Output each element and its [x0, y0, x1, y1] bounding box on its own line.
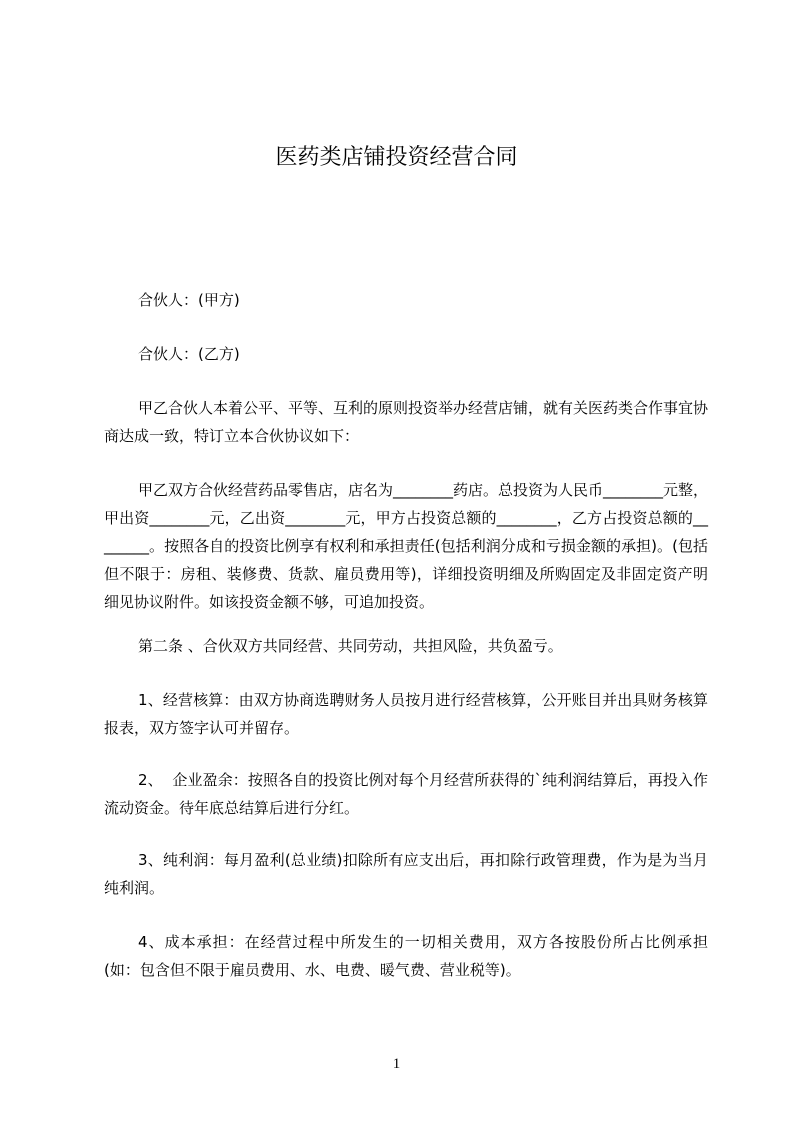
clause-cost-sharing: 4、成本承担：在经营过程中所发生的一切相关费用，双方各按股份所占比例承担(如：包含但不限于雇员费用、水、电费、暖气费、营业税等)。	[104, 933, 708, 979]
investment-paragraph: 甲乙双方合伙经营药品零售店，店名为________药店。总投资为人民币________元整，甲出资________元，乙出资________元，甲方占投资总额的________，乙方占投资总额的________。按照各自的投资比例享有权利和承担责任(包括利润分成和亏损金额的承担)。(包括但不限于：房租、装修费、货款、雇员费用等)，详细投资明细及所购固定及非固定资产明细见协议附件。如该投资金额不够，可追加投资。	[104, 481, 709, 611]
article-two-heading: 第二条 、合伙双方共同经营、共同劳动，共担风险，共负盈亏。	[138, 637, 563, 655]
document-title: 医药类店铺投资经营合同	[275, 145, 518, 170]
clause-net-profit: 3、纯利润：每月盈利(总业绩)扣除所有应支出后，再扣除行政管理费，作为是为当月纯利润。	[104, 851, 708, 897]
clause-surplus: 2、 企业盈余：按照各自的投资比例对每个月经营所获得的`纯利润结算后，再投入作流动资金。待年底总结算后进行分红。	[104, 771, 708, 817]
preamble-paragraph: 甲乙合伙人本着公平、平等、互利的原则投资举办经营店铺，就有关医药类合作事宜协商达成一致，特订立本合伙协议如下：	[104, 399, 709, 445]
party-a-line: 合伙人：(甲方)	[138, 291, 240, 309]
party-b-line: 合伙人：(乙方)	[138, 345, 240, 363]
clause-accounting: 1、经营核算：由双方协商选聘财务人员按月进行经营核算，公开账目并出具财务核算报表，双方签字认可并留存。	[104, 691, 708, 737]
page-number: 1	[392, 1056, 401, 1072]
